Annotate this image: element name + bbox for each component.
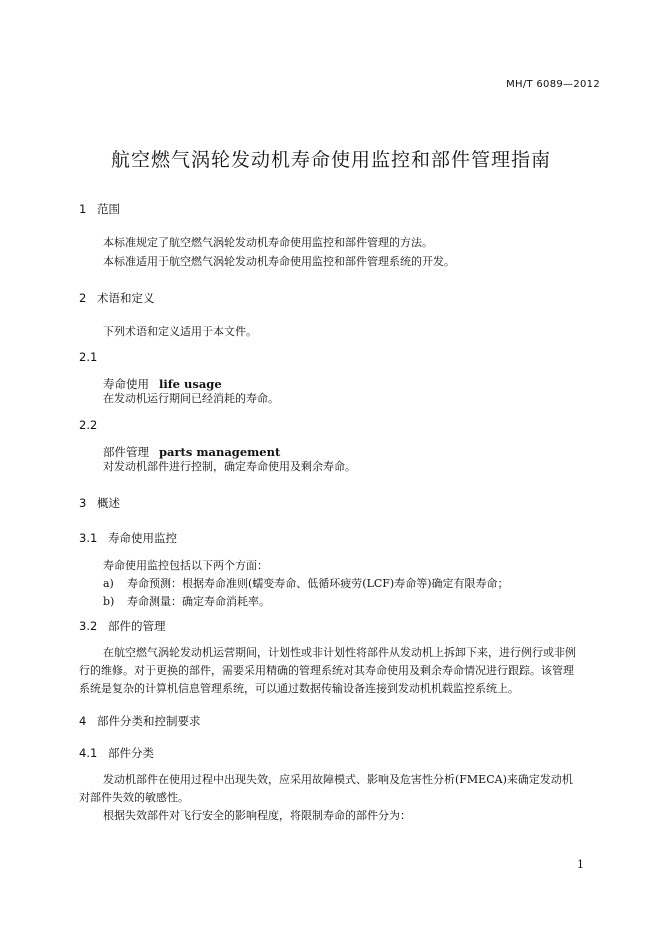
section-title: 术语和定义	[97, 291, 155, 305]
paragraph: 本标准适用于航空燃气涡轮发动机寿命使用监控和部件管理系统的开发。	[103, 255, 455, 268]
section-number: 3	[79, 496, 87, 510]
term-chinese: 部件管理	[103, 445, 149, 459]
clause-number: 3.2	[79, 619, 98, 633]
section-title: 部件分类和控制要求	[97, 714, 201, 728]
section-3-heading	[79, 495, 120, 511]
clause-number: 4.1	[79, 746, 98, 760]
list-item-a	[103, 574, 509, 593]
paragraph: 寿命使用监控包括以下两个方面：	[103, 559, 268, 572]
clause-3-1-heading	[79, 530, 177, 546]
section-number: 1	[79, 202, 87, 216]
paragraph-line: 根据失效部件对飞行安全的影响程度，将限制寿命的部件分为：	[103, 809, 411, 822]
term-definition: 对发动机部件进行控制，确定寿命使用及剩余寿命。	[103, 460, 356, 473]
paragraph: 本标准规定了航空燃气涡轮发动机寿命使用监控和部件管理的方法。	[103, 236, 433, 249]
document-title: 航空燃气涡轮发动机寿命使用监控和部件管理指南	[110, 149, 551, 171]
clause-2-1-number: 2.1	[79, 350, 98, 364]
section-number: 2	[79, 291, 87, 305]
clause-title: 寿命使用监控	[108, 531, 177, 545]
page-number: 1	[577, 858, 584, 871]
clause-4-1-heading	[79, 745, 154, 761]
section-title: 概述	[97, 496, 120, 510]
term-english: parts management	[159, 445, 281, 459]
list-text: 寿命预测：根据寿命准则(蠕变寿命、低循环疲劳(LCF)寿命等)确定有限寿命；	[127, 577, 509, 590]
clause-3-2-heading	[79, 618, 166, 634]
list-text: 寿命测量：确定寿命消耗率。	[127, 595, 270, 608]
paragraph-line: 发动机部件在使用过程中出现失效，应采用故障模式、影响及危害性分析(FMECA)来确定发动机	[103, 773, 573, 786]
clause-2-2-number: 2.2	[79, 418, 98, 432]
clause-title: 部件分类	[108, 746, 154, 760]
term-definition: 在发动机运行期间已经消耗的寿命。	[103, 392, 279, 405]
standard-code: MH/T 6089—2012	[506, 79, 600, 90]
section-number: 4	[79, 714, 87, 728]
list-item-b	[103, 592, 270, 611]
term-chinese: 寿命使用	[103, 377, 149, 391]
section-title: 范围	[97, 202, 120, 216]
paragraph-line: 在航空燃气涡轮发动机运营期间，计划性或非计划性将部件从发动机上拆卸下来，进行例行或非例	[103, 646, 576, 659]
term-english: life usage	[159, 377, 222, 391]
list-label: b)	[103, 595, 115, 608]
clause-number: 3.1	[79, 531, 98, 545]
paragraph-line: 系统是复杂的计算机信息管理系统，可以通过数据传输设备连接到发动机机载监控系统上。	[79, 682, 519, 695]
list-label: a)	[103, 577, 114, 590]
section-2-heading	[79, 290, 155, 306]
paragraph-line: 对部件失效的敏感性。	[79, 791, 189, 804]
clause-title: 部件的管理	[108, 619, 166, 633]
section-1-heading	[79, 201, 120, 217]
paragraph: 下列术语和定义适用于本文件。	[103, 325, 257, 338]
paragraph-line: 行的维修。对于更换的部件，需要采用精确的管理系统对其寿命使用及剩余寿命情况进行跟踪。该管理	[79, 664, 574, 677]
section-4-heading	[79, 713, 201, 729]
